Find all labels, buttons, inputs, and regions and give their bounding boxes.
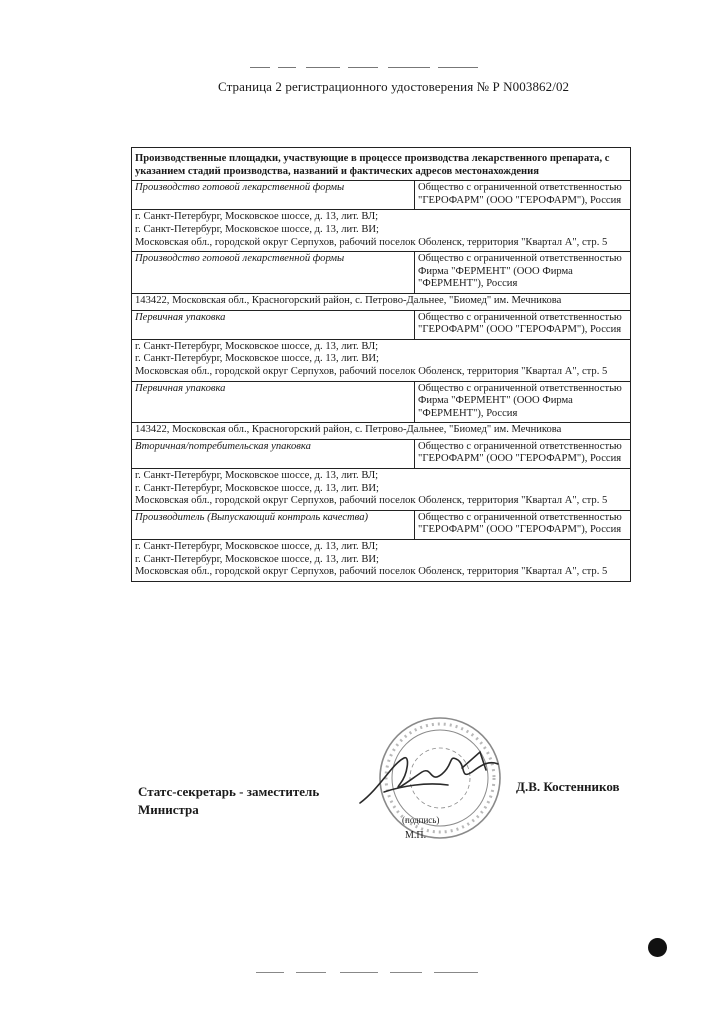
table-row-address: [132, 423, 631, 440]
production-stage: Первичная упаковка: [132, 381, 415, 423]
address-line: 143422, Московская обл., Красногорский район, с. Петрово-Дальнее, "Биомед" им. Мечникова: [135, 424, 562, 436]
table-row: [132, 252, 631, 294]
signatory-position-line1: Статс-секретарь - заместитель: [138, 784, 320, 799]
company-name: Общество с ограниченной ответственностью "ГЕРОФАРМ" (ООО "ГЕРОФАРМ"), Россия: [415, 181, 631, 210]
table-title: Производственные площадки, участвующие в процессе производства лекарственного препарата, с указанием стадий производства, названий и фактических адресов местонахождения: [132, 148, 631, 181]
address-line: Московская обл., городской округ Серпухов, рабочий поселок Оболенск, территория "Квартал А", стр. 5: [135, 495, 608, 507]
production-stage: Производитель (Выпускающий контроль качества): [132, 510, 415, 539]
site-address: [132, 293, 631, 310]
table-row-address: [132, 339, 631, 381]
table-title-row: [132, 148, 631, 181]
company-name: Общество с ограниченной ответственностью "ГЕРОФАРМ" (ООО "ГЕРОФАРМ"), Россия: [415, 439, 631, 468]
table-row: [132, 510, 631, 539]
bottom-scan-dashes: [256, 970, 486, 976]
seal-caption: М.П.: [405, 830, 427, 841]
address-line: г. Санкт-Петербург, Московское шоссе, д. 13, лит. ВИ;: [135, 482, 379, 494]
corner-mark-dot: [648, 938, 667, 957]
top-scan-dashes: [250, 64, 490, 72]
address-line: г. Санкт-Петербург, Московское шоссе, д. 13, лит. ВЛ;: [135, 340, 379, 352]
signatory-position-line2: Министра: [138, 802, 199, 817]
production-stage: Производство готовой лекарственной формы: [132, 181, 415, 210]
site-address: [132, 210, 631, 252]
table-row-address: [132, 469, 631, 511]
address-line: Московская обл., городской округ Серпухов, рабочий поселок Оболенск, территория "Квартал А", стр. 5: [135, 566, 608, 578]
table-row-address: [132, 210, 631, 252]
table-row-address: [132, 540, 631, 582]
table-row: [132, 381, 631, 423]
company-name: Общество с ограниченной ответственностью Фирма "ФЕРМЕНТ" (ООО Фирма "ФЕРМЕНТ"), Россия: [415, 252, 631, 294]
site-address: [132, 423, 631, 440]
address-line: Московская обл., городской округ Серпухов, рабочий поселок Оболенск, территория "Квартал А", стр. 5: [135, 236, 608, 248]
official-seal-and-signature: [330, 708, 530, 848]
production-stage: Производство готовой лекарственной формы: [132, 252, 415, 294]
site-address: [132, 469, 631, 511]
company-name: Общество с ограниченной ответственностью "ГЕРОФАРМ" (ООО "ГЕРОФАРМ"), Россия: [415, 510, 631, 539]
round-seal-icon: [380, 718, 500, 838]
address-line: г. Санкт-Петербург, Московское шоссе, д. 13, лит. ВЛ;: [135, 541, 379, 553]
table-row: [132, 181, 631, 210]
address-line: г. Санкт-Петербург, Московское шоссе, д. 13, лит. ВИ;: [135, 353, 379, 365]
address-line: г. Санкт-Петербург, Московское шоссе, д. 13, лит. ВЛ;: [135, 470, 379, 482]
address-line: г. Санкт-Петербург, Московское шоссе, д. 13, лит. ВИ;: [135, 223, 379, 235]
table-row: [132, 310, 631, 339]
address-line: г. Санкт-Петербург, Московское шоссе, д. 13, лит. ВИ;: [135, 553, 379, 565]
signature-caption: (подпись): [402, 815, 440, 825]
signer-name: Д.В. Костенников: [516, 779, 620, 794]
production-sites-table: [131, 147, 631, 582]
production-stage: Первичная упаковка: [132, 310, 415, 339]
company-name: Общество с ограниченной ответственностью "ГЕРОФАРМ" (ООО "ГЕРОФАРМ"), Россия: [415, 310, 631, 339]
address-line: 143422, Московская обл., Красногорский район, с. Петрово-Дальнее, "Биомед" им. Мечникова: [135, 294, 562, 306]
company-name: Общество с ограниченной ответственностью Фирма "ФЕРМЕНТ" (ООО Фирма "ФЕРМЕНТ"), Россия: [415, 381, 631, 423]
page-title: Страница 2 регистрационного удостоверения № Р N003862/02: [218, 79, 570, 94]
address-line: Московская обл., городской округ Серпухов, рабочий поселок Оболенск, территория "Квартал А", стр. 5: [135, 365, 608, 377]
production-stage: Вторичная/потребительская упаковка: [132, 439, 415, 468]
table-row-address: [132, 293, 631, 310]
signatory-position: [138, 783, 319, 819]
site-address: [132, 339, 631, 381]
table-row: [132, 439, 631, 468]
address-line: г. Санкт-Петербург, Московское шоссе, д. 13, лит. ВЛ;: [135, 211, 379, 223]
site-address: [132, 540, 631, 582]
